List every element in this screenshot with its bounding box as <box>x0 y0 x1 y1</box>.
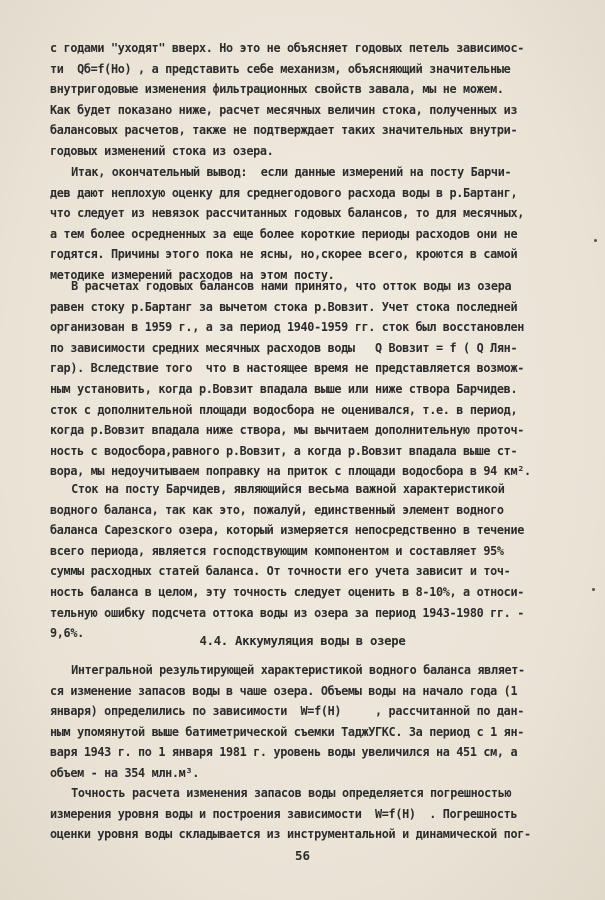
text-line: по зависимости средних месячных расходов воды Q Вовзит = f ( Q Лян- <box>50 340 518 355</box>
paragraph-continuation <box>50 38 578 162</box>
text-line: Интегральной результирующей характеристикой водного баланса являет- <box>71 663 525 677</box>
text-line: 9,6%. <box>50 626 84 641</box>
text-line: января) определились по зависимости W=f(H) , рассчитанной по дан- <box>50 704 524 719</box>
text-line: Итак, окончательный вывод: если данные измерений на посту Барчи- <box>71 165 512 179</box>
paper-speck <box>594 239 597 242</box>
paragraph-conclusion <box>50 162 578 286</box>
text-line: В расчетах годовых балансов нами принято, что отток воды из озера <box>71 279 512 293</box>
text-line: годовых изменений стока из озера. <box>50 143 274 158</box>
paragraph-barchidev-flow <box>50 479 578 644</box>
text-line: всего периода, является господствующим компонентом и составляет 95% <box>50 543 504 558</box>
text-line: варя 1943 г. по 1 января 1981 г. уровень воды увеличился на 451 см, а <box>50 745 518 760</box>
text-line: Сток на посту Барчидев, являющийся весьма важной характеристикой <box>71 482 505 496</box>
text-line: а тем более осредненных за еще более короткие периоды расходов они не <box>50 226 518 241</box>
text-line: сток с дополнительной площади водосбора не оценивался, т.е. в период, <box>50 402 518 417</box>
text-line: ность с водосбора,равного р.Вовзит, а когда р.Вовзит впадала выше ст- <box>50 443 518 458</box>
paragraph-accuracy <box>50 783 578 845</box>
text-line: что следует из невязок рассчитанных годовых балансов, то для месячных, <box>50 206 524 221</box>
section-heading: 4.4. Аккумуляция воды в озере <box>199 634 406 648</box>
text-line: объем - на 354 млн.м³. <box>50 765 199 780</box>
text-line: внутригодовые изменения фильтрационных свойств завала, мы не можем. <box>50 82 504 97</box>
text-line: с годами "уходят" вверх. Но это не объясняет годовых петель зависимос- <box>50 41 524 55</box>
text-line: гар). Вследствие того что в настоящее время не представляется возмож- <box>50 361 524 376</box>
text-line: вора, мы недоучитываем поправку на приток с площади водосбора в 94 км². <box>50 464 531 479</box>
text-line: когда р.Вовзит впадала ниже створа, мы вычитаем дополнительную проточ- <box>50 423 524 438</box>
paragraph-annual-balance <box>50 276 578 482</box>
text-line: годятся. Причины этого пока не ясны, но,скорее всего, кроются в самой <box>50 247 518 262</box>
text-line: дев дают неплохую оценку для среднегодового расхода воды в р.Бартанг, <box>50 185 518 200</box>
text-line: Точность расчета изменения запасов воды определяется погрешностью <box>71 786 512 800</box>
text-line: методике измерений расходов на этом посту. <box>50 267 335 282</box>
text-line: ным упомянутой выше батиметрической съемки ТаджУГКС. За период с 1 ян- <box>50 724 524 739</box>
text-line: ся изменение запасов воды в чаше озера. Объемы воды на начало года (1 <box>50 683 518 698</box>
text-line: организован в 1959 г., а за период 1940-1959 гг. сток был восстановлен <box>50 320 524 335</box>
text-line: тельную ошибку подсчета оттока воды из озера за период 1943-1980 гг. - <box>50 605 524 620</box>
text-line: балансовых расчетов, также не подтверждает таких значительных внутри- <box>50 123 518 138</box>
paragraph-water-storage <box>50 660 578 784</box>
text-line: баланса Сарезского озера, который измеряется непосредственно в течение <box>50 523 524 538</box>
text-line: ность баланса в целом, эту точность следует оценить в 8-10%, а относи- <box>50 584 524 599</box>
text-line: ти Qб=f(Hо) , а представить себе механизм, объясняющий значительные <box>50 61 511 76</box>
text-line: суммы расходных статей баланса. От точности его учета зависит и точ- <box>50 564 511 579</box>
text-line: водного баланса, так как это, пожалуй, единственный элемент водного <box>50 502 504 517</box>
text-line: ным установить, когда р.Вовзит впадала выше или ниже створа Барчидев. <box>50 381 518 396</box>
text-line: оценки уровня воды складывается из инструментальной и динамической пог- <box>50 827 531 842</box>
text-line: измерения уровня воды и построения зависимости W=f(H) . Погрешность <box>50 806 518 821</box>
page-number: 56 <box>294 848 311 863</box>
text-line: Как будет показано ниже, расчет месячных величин стока, полученных из <box>50 102 518 117</box>
paper-speck <box>592 588 595 591</box>
text-line: равен стоку р.Бартанг за вычетом стока р.Вовзит. Учет стока последней <box>50 299 518 314</box>
